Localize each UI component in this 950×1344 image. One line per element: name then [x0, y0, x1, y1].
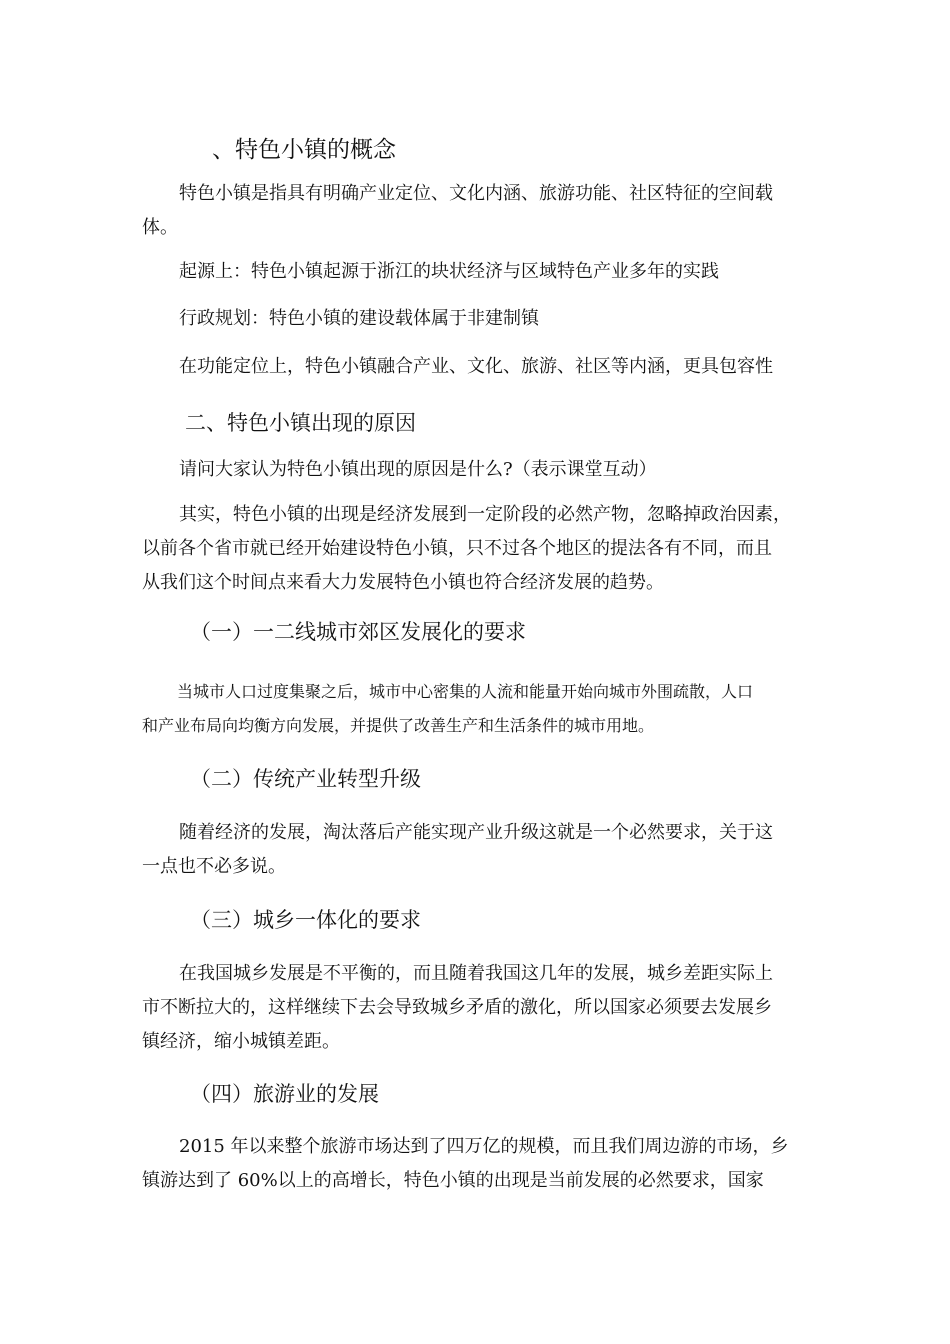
paragraph-line: 随着经济的发展，淘汰落后产能实现产业升级这就是一个必然要求，关于这	[179, 822, 773, 843]
paragraph-line: 一点也不必多说。	[142, 856, 286, 877]
paragraph-line: 镇经济，缩小城镇差距。	[142, 1031, 340, 1052]
paragraph-line: 2015 年以来整个旅游市场达到了四万亿的规模，而且我们周边游的市场，乡	[179, 1136, 789, 1157]
paragraph-line: 体。	[142, 217, 178, 238]
origin-paragraph: 起源上：特色小镇起源于浙江的块状经济与区域特色产业多年的实践	[179, 261, 719, 282]
admin-paragraph: 行政规划：特色小镇的建设载体属于非建制镇	[179, 308, 539, 329]
intro-paragraph	[142, 498, 791, 600]
subsection3-paragraph	[142, 957, 773, 1059]
paragraph-line: 以前各个省市就已经开始建设特色小镇，只不过各个地区的提法各有不同，而且	[142, 538, 772, 559]
section1-heading: 、特色小镇的概念	[212, 137, 396, 163]
subsection1-heading: （一）一二线城市郊区发展化的要求	[190, 620, 526, 644]
paragraph-line: 在我国城乡发展是不平衡的，而且随着我国这几年的发展，城乡差距实际上	[179, 963, 773, 984]
section2-heading: 二、特色小镇出现的原因	[185, 411, 416, 435]
subsection1-paragraph	[142, 675, 753, 743]
section1-definition-paragraph	[142, 177, 773, 245]
paragraph-line: 从我们这个时间点来看大力发展特色小镇也符合经济发展的趋势。	[142, 572, 664, 593]
paragraph-line: 其实，特色小镇的出现是经济发展到一定阶段的必然产物，忽略掉政治因素，	[179, 504, 791, 525]
question-paragraph: 请问大家认为特色小镇出现的原因是什么?（表示课堂互动）	[179, 459, 657, 480]
function-paragraph: 在功能定位上，特色小镇融合产业、文化、旅游、社区等内涵，更具包容性	[179, 356, 773, 377]
subsection3-heading: （三）城乡一体化的要求	[190, 908, 421, 932]
paragraph-line: 和产业布局向均衡方向发展，并提供了改善生产和生活条件的城市用地。	[142, 716, 655, 735]
subsection4-heading: （四）旅游业的发展	[190, 1082, 379, 1106]
subsection2-heading: （二）传统产业转型升级	[190, 767, 421, 791]
paragraph-line: 当城市人口过度集聚之后，城市中心密集的人流和能量开始向城市外围疏散，人口	[177, 682, 754, 701]
subsection4-paragraph	[142, 1130, 789, 1198]
paragraph-line: 特色小镇是指具有明确产业定位、文化内涵、旅游功能、社区特征的空间载	[179, 183, 773, 204]
paragraph-line: 镇游达到了 60%以上的高增长，特色小镇的出现是当前发展的必然要求，国家	[142, 1170, 764, 1191]
paragraph-line: 市不断拉大的，这样继续下去会导致城乡矛盾的激化，所以国家必须要去发展乡	[142, 997, 772, 1018]
subsection2-paragraph	[142, 816, 773, 884]
